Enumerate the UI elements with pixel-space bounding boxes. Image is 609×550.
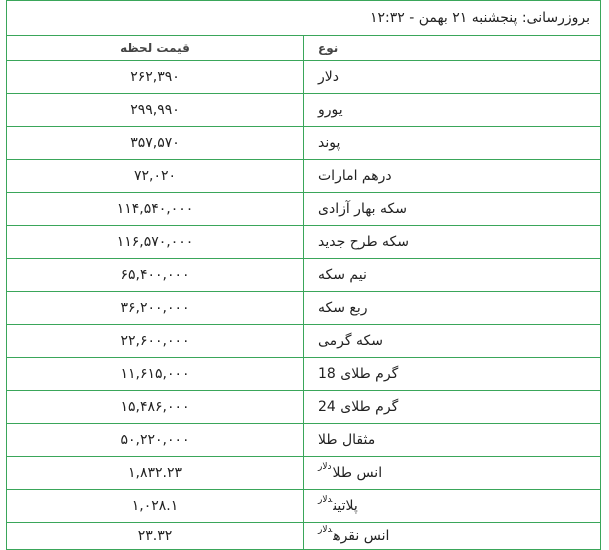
item-name: مثقال طلا [318, 432, 376, 448]
item-price: ۷۲,۰۲۰ [7, 160, 304, 193]
item-name: ربع سکه [318, 300, 368, 316]
item-name: پوند [318, 135, 341, 151]
item-price: ۳۶,۲۰۰,۰۰۰ [7, 292, 304, 325]
item-name-cell [304, 391, 601, 424]
price-table-container [6, 0, 601, 550]
item-price: ۵۰,۲۲۰,۰۰۰ [7, 424, 304, 457]
table-row [7, 193, 601, 226]
column-header-type: نوع [304, 36, 601, 61]
item-name-cell [304, 424, 601, 457]
item-unit: دلار [318, 462, 332, 472]
item-name: دلار [318, 69, 339, 85]
item-name-cell [304, 325, 601, 358]
table-row [7, 259, 601, 292]
item-price: ۱,۰۲۸.۱ [7, 490, 304, 523]
column-header-price: قیمت لحظه [7, 36, 304, 61]
table-header-row [7, 36, 601, 61]
table-row [7, 160, 601, 193]
item-price: ۲۶۲,۳۹۰ [7, 61, 304, 94]
item-price: ۱۱,۶۱۵,۰۰۰ [7, 358, 304, 391]
item-price: ۱۵,۴۸۶,۰۰۰ [7, 391, 304, 424]
table-row [7, 523, 601, 550]
item-name: گرم طلای 18 [318, 366, 399, 382]
table-row [7, 292, 601, 325]
item-name: سکه بهار آزادی [318, 201, 407, 217]
item-name-cell [304, 61, 601, 94]
item-name-cell [304, 226, 601, 259]
table-row [7, 127, 601, 160]
table-row [7, 490, 601, 523]
item-name: درهم امارات [318, 168, 392, 184]
item-name: انس نقره [333, 528, 390, 544]
table-row [7, 457, 601, 490]
table-row [7, 61, 601, 94]
item-name: سکه گرمی [318, 333, 383, 349]
item-name-cell [304, 160, 601, 193]
item-name: گرم طلای 24 [318, 399, 399, 415]
table-row [7, 325, 601, 358]
item-unit: دلار [318, 495, 333, 505]
item-name-cell [304, 127, 601, 160]
item-name-cell [304, 259, 601, 292]
item-name-cell [304, 523, 601, 550]
item-price: ۱۱۶,۵۷۰,۰۰۰ [7, 226, 304, 259]
item-price: ۶۵,۴۰۰,۰۰۰ [7, 259, 304, 292]
table-row [7, 424, 601, 457]
table-row [7, 391, 601, 424]
item-name-cell [304, 490, 601, 523]
table-row [7, 226, 601, 259]
item-name-cell [304, 457, 601, 490]
item-price: ۲۳.۳۲ [7, 523, 304, 550]
table-caption-row [7, 1, 601, 36]
item-name: یورو [318, 102, 343, 118]
item-name: انس طلا [332, 465, 383, 481]
table-body [7, 61, 601, 550]
price-table [6, 0, 601, 550]
table-row [7, 94, 601, 127]
item-name-cell [304, 94, 601, 127]
item-name: نیم سکه [318, 267, 367, 283]
table-row [7, 358, 601, 391]
item-name-cell [304, 292, 601, 325]
item-name: سکه طرح جدید [318, 234, 410, 250]
item-price: ۳۵۷,۵۷۰ [7, 127, 304, 160]
item-name-cell [304, 193, 601, 226]
item-name: پلاتین [333, 498, 358, 514]
item-price: ۲۲,۶۰۰,۰۰۰ [7, 325, 304, 358]
item-price: ۱۱۴,۵۴۰,۰۰۰ [7, 193, 304, 226]
item-unit: دلار [318, 525, 333, 535]
update-timestamp: بروزرسانی: پنجشنبه ۲۱ بهمن - ۱۲:۳۲ [7, 1, 601, 36]
item-name-cell [304, 358, 601, 391]
item-price: ۲۹۹,۹۹۰ [7, 94, 304, 127]
item-price: ۱,۸۳۲.۲۳ [7, 457, 304, 490]
